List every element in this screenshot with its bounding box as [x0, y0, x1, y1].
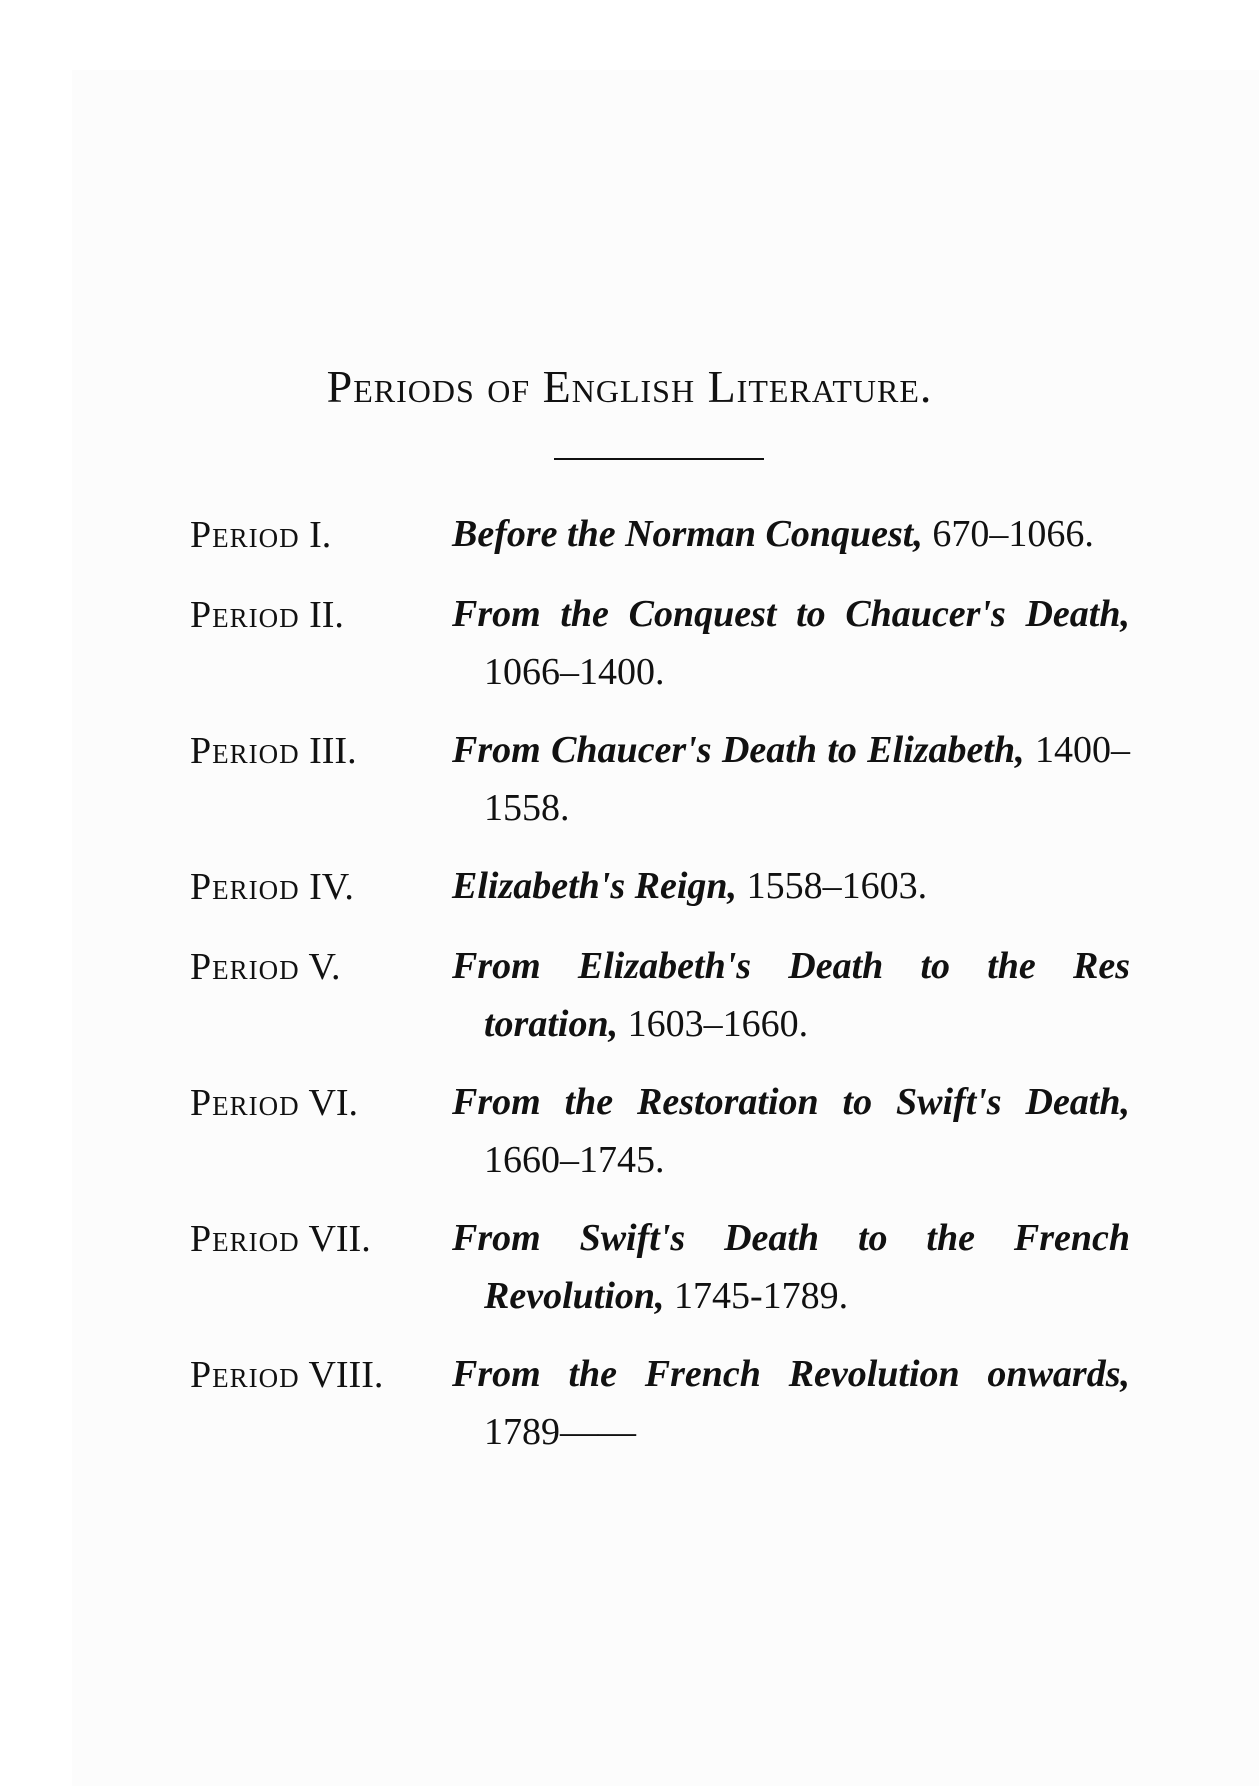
period-word: Period — [190, 1082, 300, 1124]
period-entry-2 — [190, 585, 1130, 701]
period-entry-6 — [190, 1073, 1130, 1189]
period-label — [190, 1209, 452, 1269]
period-dates: 1400–1558. — [484, 729, 1130, 829]
period-numeral: VIII. — [308, 1354, 384, 1396]
period-title: Elizabeth's Reign, — [452, 865, 738, 907]
period-numeral: I. — [309, 514, 332, 556]
period-description — [452, 1209, 1130, 1325]
period-word: Period — [190, 1218, 300, 1260]
period-label — [190, 585, 452, 645]
period-numeral: II. — [309, 594, 344, 636]
period-description — [452, 585, 1130, 701]
period-description — [452, 1073, 1130, 1189]
period-word: Period — [190, 866, 300, 908]
period-numeral: III. — [309, 730, 357, 772]
period-entry-1 — [190, 505, 1130, 565]
period-label — [190, 721, 452, 781]
period-numeral: V. — [308, 946, 341, 988]
period-description — [452, 721, 1130, 837]
period-description — [452, 937, 1130, 1053]
period-description — [452, 505, 1130, 563]
period-title: From Swift's Death to the French Revolution, — [452, 1217, 1130, 1317]
period-dates: 1558–1603. — [737, 865, 928, 907]
period-entry-5 — [190, 937, 1130, 1053]
period-dates: 670–1066. — [922, 513, 1094, 555]
period-title: From Chaucer's Death to Elizabeth, — [452, 729, 1025, 771]
period-numeral: VII. — [308, 1218, 371, 1260]
period-title: From the French Revolution onwards, — [452, 1353, 1130, 1395]
period-entry-7 — [190, 1209, 1130, 1325]
period-description — [452, 857, 1130, 915]
period-description — [452, 1345, 1130, 1461]
page-title: Periods of English Literature. — [326, 361, 933, 412]
period-label — [190, 1345, 452, 1405]
period-entry-3 — [190, 721, 1130, 837]
title-divider — [554, 458, 764, 460]
period-word: Period — [190, 594, 300, 636]
period-label — [190, 1073, 452, 1133]
period-dates: 1789—— — [484, 1411, 636, 1453]
period-word: Period — [190, 730, 300, 772]
period-dates: 1745-1789. — [664, 1275, 849, 1317]
period-numeral: IV. — [309, 866, 354, 908]
period-entry-8 — [190, 1345, 1130, 1461]
period-word: Period — [190, 946, 300, 988]
period-dates: 1603–1660. — [618, 1003, 809, 1045]
period-label — [190, 505, 452, 565]
period-title: From the Conquest to Chaucer's Death, — [452, 593, 1130, 635]
period-numeral: VI. — [308, 1082, 359, 1124]
period-title: Before the Norman Conquest, — [452, 513, 923, 555]
periods-list — [190, 505, 1130, 1481]
period-dates: 1660–1745. — [484, 1139, 665, 1181]
period-word: Period — [190, 1354, 300, 1396]
period-title: From Elizabeth's Death to the Res toration, — [452, 945, 1130, 1045]
period-dates: 1066–1400. — [484, 651, 665, 693]
period-word: Period — [190, 514, 300, 556]
period-label — [190, 937, 452, 997]
period-title: From the Restoration to Swift's Death, — [452, 1081, 1130, 1123]
period-entry-4 — [190, 857, 1130, 917]
period-label — [190, 857, 452, 917]
